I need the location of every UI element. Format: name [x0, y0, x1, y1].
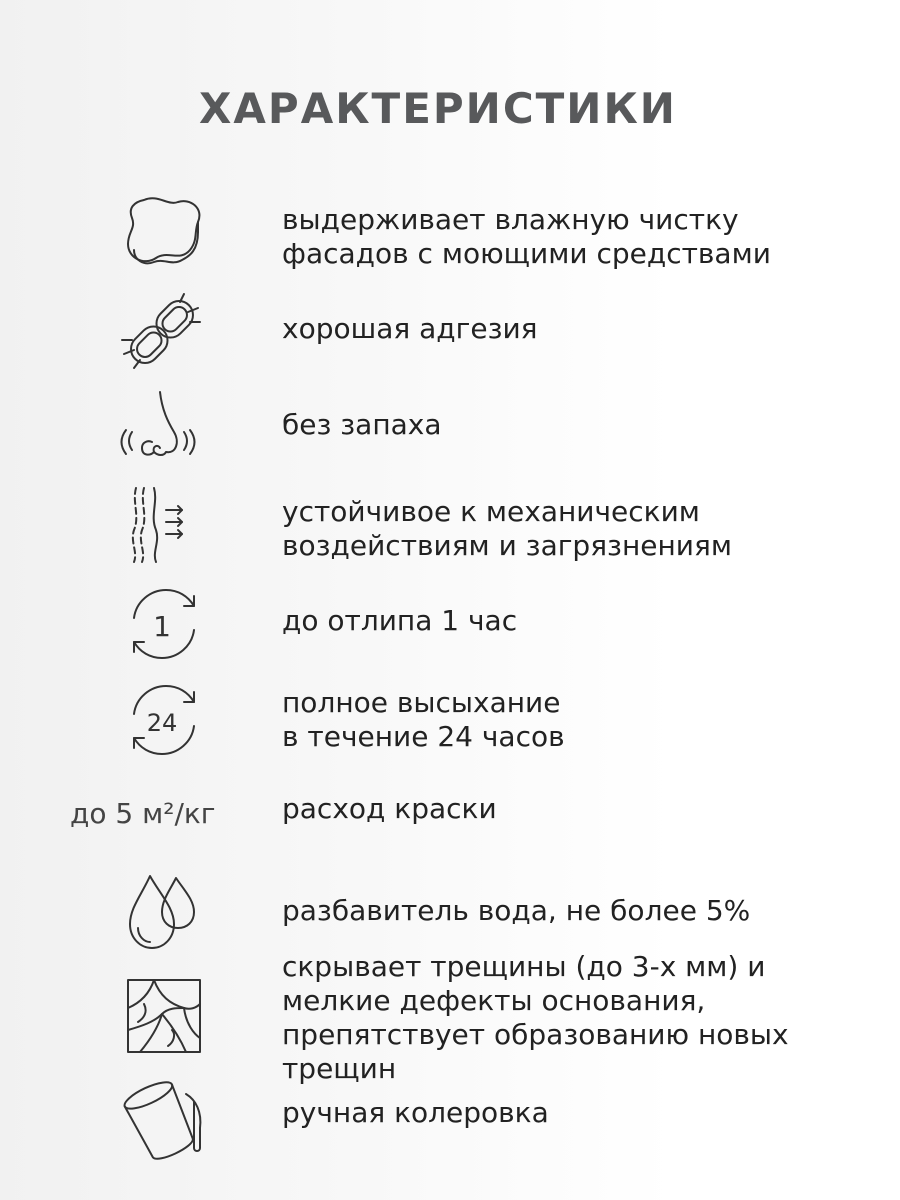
feature-text: выдерживает влажную чистку фасадов с моющими средствами [282, 203, 771, 270]
feature-text: до отлипа 1 час [282, 604, 518, 637]
consumption-value: до 5 м²/кг [70, 797, 216, 830]
feature-text: устойчивое к механическим воздействиям и загрязнениям [282, 495, 732, 562]
svg-text:1: 1 [153, 610, 171, 643]
surface-resistance-icon [114, 482, 210, 566]
nose-icon [114, 386, 210, 470]
feature-text: без запаха [282, 408, 442, 441]
sponge-icon [114, 188, 210, 272]
water-drops-icon [114, 872, 210, 956]
svg-text:24: 24 [146, 709, 178, 737]
paint-bucket-icon [114, 1078, 210, 1162]
feature-text: хорошая адгезия [282, 312, 538, 345]
page-title: ХАРАКТЕРИСТИКИ [199, 84, 677, 133]
feature-text: полное высыхание в течение 24 часов [282, 686, 565, 753]
feature-text: разбавитель вода, не более 5% [282, 894, 751, 927]
chain-link-icon [114, 290, 210, 374]
feature-text: ручная колеровка [282, 1096, 549, 1129]
feature-text: скрывает трещины (до 3-х мм) и мелкие дефекты основания, препятствует образованию новых трещин [282, 950, 789, 1085]
feature-text: расход краски [282, 792, 497, 825]
twenty-four-hours-icon [114, 678, 210, 762]
one-hour-icon [114, 582, 210, 666]
cracked-surface-icon [114, 978, 210, 1062]
